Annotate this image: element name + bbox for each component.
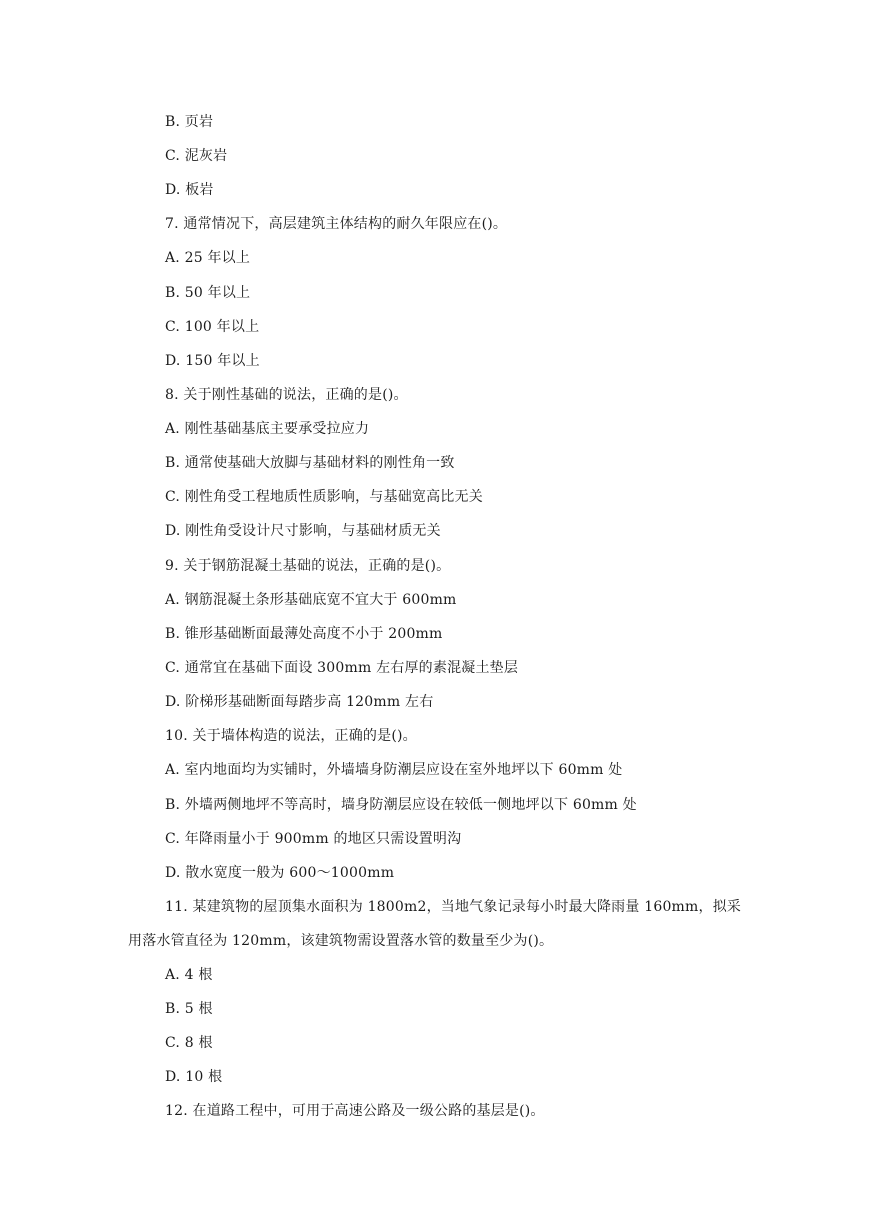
option-6b: B. 页岩 [165, 114, 214, 130]
option-6d: D. 板岩 [165, 182, 214, 198]
question-11: 11. 某建筑物的屋顶集水面积为 1800m2，当地气象记录每小时最大降雨量 160mm，拟采用落水管直径为 120mm，该建筑物需设置落水管的数量至少为()。 [128, 899, 742, 949]
option-7c: C. 100 年以上 [165, 319, 260, 335]
option-7b: B. 50 年以上 [165, 285, 251, 301]
option-9a: A. 钢筋混凝土条形基础底宽不宜大于 600mm [165, 592, 457, 608]
option-7a: A. 25 年以上 [165, 250, 251, 266]
option-10b: B. 外墙两侧地坪不等高时，墙身防潮层应设在较低一侧地坪以下 60mm 处 [165, 797, 637, 813]
option-9b: B. 锥形基础断面最薄处高度不小于 200mm [165, 626, 443, 642]
option-8b: B. 通常使基础大放脚与基础材料的刚性角一致 [165, 455, 455, 471]
question-12: 12. 在道路工程中，可用于高速公路及一级公路的基层是()。 [165, 1103, 545, 1119]
option-8c: C. 刚性角受工程地质性质影响，与基础宽高比无关 [165, 489, 483, 505]
option-10d: D. 散水宽度一般为 600～1000mm [165, 865, 395, 881]
question-10: 10. 关于墙体构造的说法，正确的是()。 [165, 728, 417, 744]
option-6c: C. 泥灰岩 [165, 148, 228, 164]
question-9: 9. 关于钢筋混凝土基础的说法，正确的是()。 [165, 558, 451, 574]
option-11a: A. 4 根 [165, 967, 213, 983]
option-9d: D. 阶梯形基础断面每踏步高 120mm 左右 [165, 694, 434, 710]
option-9c: C. 通常宜在基础下面设 300mm 左右厚的素混凝土垫层 [165, 660, 519, 676]
option-11b: B. 5 根 [165, 1001, 213, 1017]
option-10c: C. 年降雨量小于 900mm 的地区只需设置明沟 [165, 831, 462, 847]
option-8d: D. 刚性角受设计尺寸影响，与基础材质无关 [165, 523, 441, 539]
question-7: 7. 通常情况下，高层建筑主体结构的耐久年限应在()。 [165, 216, 508, 232]
option-11d: D. 10 根 [165, 1069, 223, 1085]
option-10a: A. 室内地面均为实铺时，外墙墙身防潮层应设在室外地坪以下 60mm 处 [165, 762, 623, 778]
option-8a: A. 刚性基础基底主要承受拉应力 [165, 421, 370, 437]
option-11c: C. 8 根 [165, 1035, 213, 1051]
option-7d: D. 150 年以上 [165, 353, 260, 369]
question-8: 8. 关于刚性基础的说法，正确的是()。 [165, 387, 408, 403]
